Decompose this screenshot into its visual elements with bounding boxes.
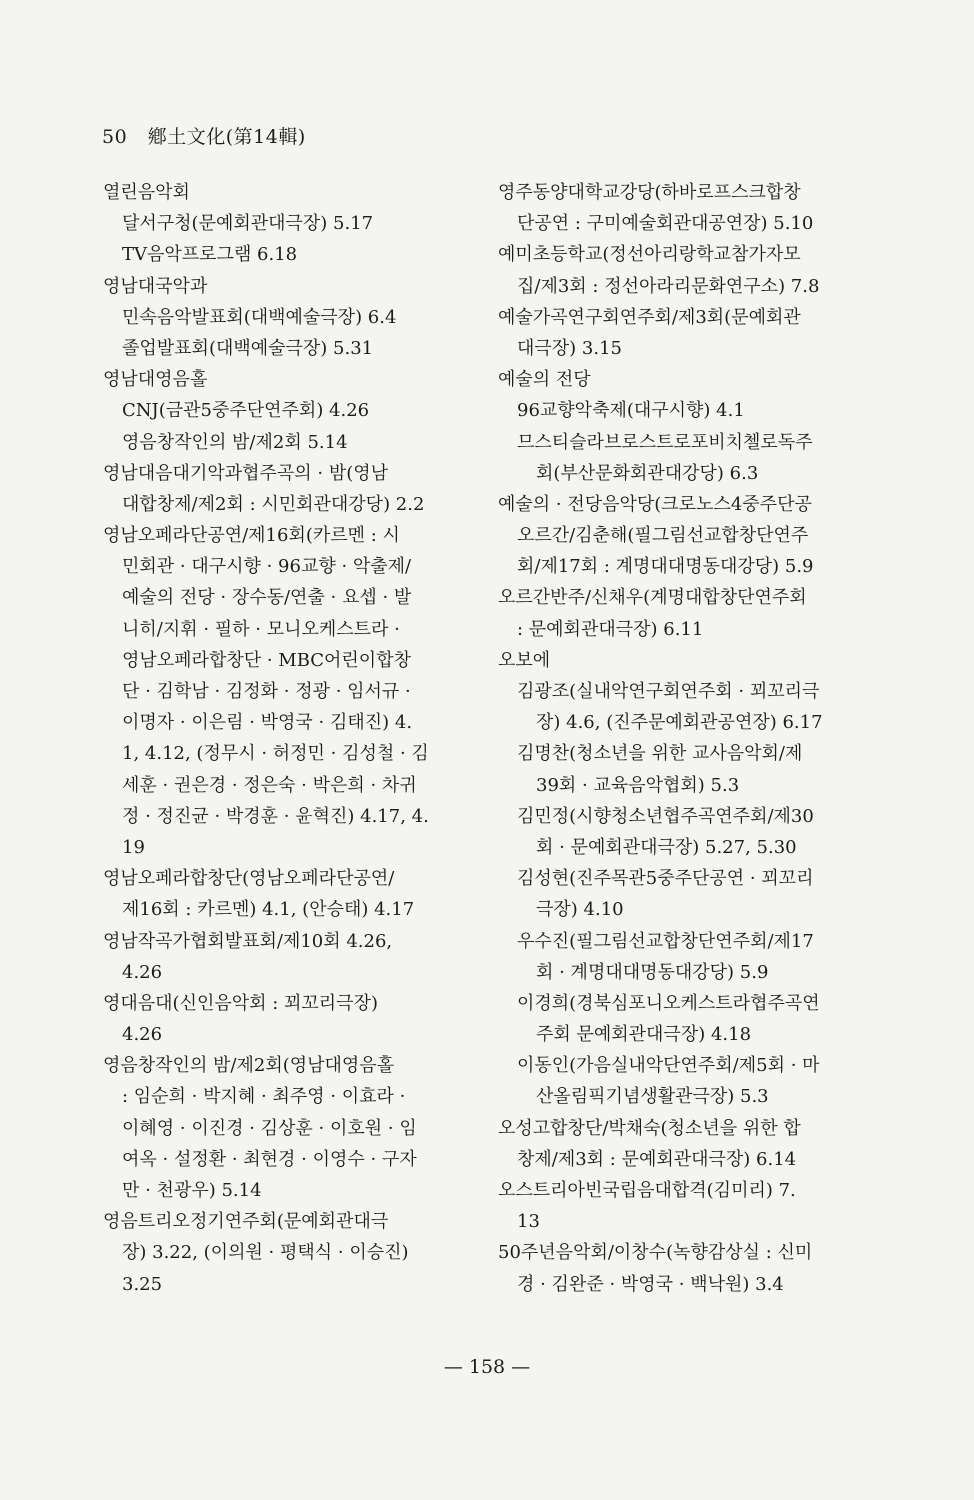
index-entry-line: 19: [122, 836, 145, 858]
index-entry-line: : 문예회관대극장) 6.11: [517, 618, 704, 640]
left-column: [103, 177, 475, 1300]
index-entry-line: 50주년음악회/이창수(녹향감상실 : 신미: [498, 1242, 813, 1264]
running-header: [102, 122, 306, 149]
index-entry-line: 회 · 문예회관대극장) 5.27, 5.30: [536, 836, 797, 858]
index-entry-line: 김광조(실내악연구회연주회 · 꾀꼬리극: [517, 681, 820, 702]
index-entry-line: 영음트리오정기연주회(문예회관대극: [103, 1211, 389, 1233]
index-entry-line: 제16회 : 카르멘) 4.1, (안승태) 4.17: [122, 899, 415, 921]
index-entry-line: 영남대음대기악과협주곡의 · 밤(영남: [103, 462, 389, 484]
index-entry-line: 단공연 : 구미예술회관대공연장) 5.10: [517, 213, 814, 235]
index-entry-line: 니히/지휘 · 필하 · 모니오케스트라 ·: [122, 618, 400, 640]
index-entry-line: 장) 3.22, (이의원 · 평택식 · 이승진): [122, 1242, 409, 1264]
index-entry-line: 영남대국악과: [103, 275, 208, 297]
index-entry-line: : 임순희 · 박지혜 · 최주영 · 이효라 ·: [122, 1086, 406, 1108]
index-entry-line: 영남작곡가협회발표회/제10회 4.26,: [103, 930, 393, 952]
index-entry-line: 민회관 · 대구시향 · 96교향 · 악출제/: [122, 556, 412, 578]
index-entry-line: 김성현(진주목관5중주단공연 · 꾀꼬리: [517, 868, 814, 890]
index-entry-line: 이명자 · 이은림 · 박영국 · 김태진) 4.: [122, 712, 413, 734]
index-entry-line: 우수진(필그림선교합창단연주회/제17: [517, 930, 814, 952]
index-entry-line: 집/제3회 : 정선아라리문화연구소) 7.8: [517, 275, 820, 297]
index-entry-line: 극장) 4.10: [536, 899, 624, 921]
index-entry-line: 영주동양대학교강당(하바로프스크합창: [498, 182, 801, 203]
index-entry-line: 영남오페라단공연/제16회(카르멘 : 시: [103, 525, 400, 547]
index-entry-line: 달서구청(문예회관대극장) 5.17: [122, 213, 374, 235]
index-entry-line: 정 · 정진균 · 박경훈 · 윤혁진) 4.17, 4.: [122, 805, 429, 827]
index-entry-line: 경 · 김완준 · 박영국 · 백낙원) 3.4: [517, 1273, 784, 1295]
index-entry-line: 여옥 · 설정환 · 최현경 · 이영수 · 구자: [122, 1148, 417, 1170]
index-entry-line: 세훈 · 권은경 · 정은숙 · 박은희 · 차귀: [122, 774, 417, 796]
header-journal-title: 鄕土文化(第14輯): [147, 126, 306, 148]
index-entry-line: 만 · 천광우) 5.14: [122, 1180, 262, 1201]
index-entry-line: 영대음대(신인음악회 : 꾀꼬리극장): [103, 992, 378, 1014]
index-entry-line: 3.25: [122, 1273, 163, 1295]
index-entry-line: 영음창작인의 밤/제2회 5.14: [122, 431, 348, 453]
index-entry-line: 김명찬(청소년을 위한 교사음악회/제: [517, 743, 803, 765]
index-entry-line: 영남오페라합창단(영남오페라단공연/: [103, 868, 395, 890]
index-entry-line: 예미초등학교(정선아리랑학교참가자모: [498, 244, 801, 266]
index-entry-line: 므스티슬라브로스트로포비치첼로독주: [517, 431, 813, 453]
index-entry-line: 회 · 계명대대명동대강당) 5.9: [536, 961, 769, 983]
index-entry-line: 오르간/김춘해(필그림선교합창단연주: [517, 525, 809, 547]
index-entry-line: TV음악프로그램 6.18: [122, 244, 298, 266]
index-entry-line: 이경희(경북심포니오케스트라협주곡연: [517, 992, 820, 1014]
page-footer-number: — 158 —: [443, 1356, 531, 1378]
index-entry-line: 오르간반주/신채우(계명대합창단연주회: [498, 587, 807, 609]
index-entry-line: 영남오페라합창단 · MBC어린이합창: [122, 649, 411, 671]
index-entry-line: 회/제17회 : 계명대대명동대강당) 5.9: [517, 556, 814, 578]
index-entry-line: 1, 4.12, (정무시 · 허정민 · 김성철 · 김: [122, 743, 429, 765]
index-entry-line: 대극장) 3.15: [517, 337, 622, 359]
index-entry-line: 영음창작인의 밤/제2회(영남대영음홀: [103, 1055, 395, 1077]
index-entry-line: 39회 · 교육음악협회) 5.3: [536, 774, 740, 796]
index-entry-line: 오스트리아빈국립음대합격(김미리) 7.: [498, 1180, 796, 1201]
index-entry-line: 예술가곡연구회연주회/제3회(문예회관: [498, 306, 801, 328]
index-entry-line: 김민정(시향청소년협주곡연주회/제30: [517, 805, 814, 827]
index-entry-line: 열린음악회: [103, 182, 190, 203]
index-entry-line: 산올림픽기념생활관극장) 5.3: [536, 1086, 769, 1108]
index-entry-line: CNJ(금관5중주단연주회) 4.26: [122, 400, 370, 422]
index-entry-line: 장) 4.6, (진주문예회관공연장) 6.17: [536, 712, 823, 734]
index-entry-line: 예술의 · 전당음악당(크로노스4중주단공: [498, 493, 812, 515]
index-entry-line: 오성고합창단/박채숙(청소년을 위한 합: [498, 1117, 801, 1139]
index-entry-line: 예술의 전당: [498, 369, 591, 391]
index-entry-line: 4.26: [122, 1024, 163, 1046]
index-entry-line: 대합창제/제2회 : 시민회관대강당) 2.2: [122, 493, 425, 515]
index-entry-line: 이동인(가음실내악단연주회/제5회 · 마: [517, 1055, 820, 1077]
index-entry-line: 오보에: [498, 649, 551, 671]
index-entry-line: 영남대영음홀: [103, 369, 208, 391]
index-entry-line: 창제/제3회 : 문예회관대극장) 6.14: [517, 1148, 797, 1170]
index-entry-line: 회(부산문화회관대강당) 6.3: [536, 462, 759, 484]
index-entry-line: 예술의 전당 · 장수동/연출 · 요셉 · 발: [122, 587, 412, 609]
index-entry-line: 13: [517, 1211, 540, 1233]
header-page-number: 50: [102, 126, 128, 148]
index-entry-line: 주회 문예회관대극장) 4.18: [536, 1024, 752, 1046]
index-entry-line: 민속음악발표회(대백예술극장) 6.4: [122, 306, 397, 328]
index-entry-line: 4.26: [122, 961, 163, 983]
index-entry-line: 이혜영 · 이진경 · 김상훈 · 이호원 · 임: [122, 1117, 417, 1139]
index-entry-line: 졸업발표회(대백예술극장) 5.31: [122, 337, 374, 359]
index-entry-line: 단 · 김학남 · 김정화 · 정광 · 임서규 ·: [122, 681, 411, 702]
right-column: [498, 177, 870, 1300]
index-entry-line: 96교향악축제(대구시향) 4.1: [517, 400, 745, 422]
